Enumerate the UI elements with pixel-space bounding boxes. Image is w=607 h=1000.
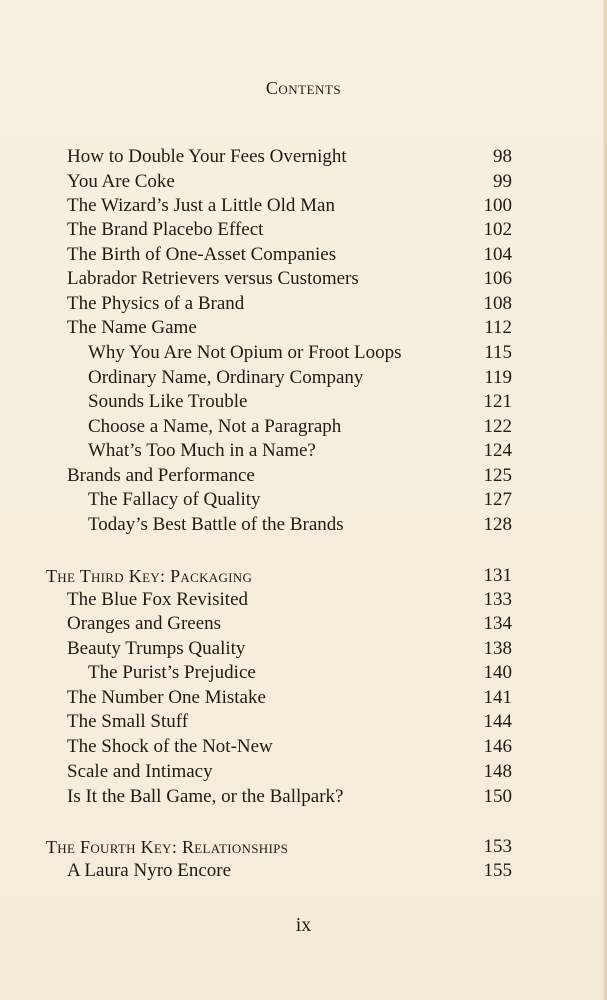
- toc-subentry: [0, 488, 607, 512]
- toc-entry: [0, 243, 607, 267]
- toc-entry-title: Ordinary Name, Ordinary Company: [88, 367, 364, 388]
- toc-entry: [0, 464, 607, 488]
- toc-entry: [0, 218, 607, 242]
- toc-entry: [0, 637, 607, 661]
- section-page: 131: [483, 565, 512, 586]
- toc-entry-title: Choose a Name, Not a Paragraph: [88, 416, 342, 437]
- toc-entry-page: 100: [483, 195, 512, 216]
- toc-entry: [0, 612, 607, 636]
- toc-entry-title: A Laura Nyro Encore: [67, 860, 232, 881]
- toc-entry-page: 148: [483, 761, 512, 782]
- toc-entry-title: Today’s Best Battle of the Brands: [88, 514, 344, 535]
- toc-entry-page: 112: [484, 317, 512, 338]
- toc-entry-title: The Wizard’s Just a Little Old Man: [67, 195, 335, 216]
- toc-entry: [0, 170, 607, 194]
- toc-entry: [0, 710, 607, 734]
- toc-entry-title: The Birth of One-Asset Companies: [67, 244, 337, 265]
- toc-entry-title: Why You Are Not Opium or Froot Loops: [88, 342, 402, 363]
- toc-subentry: [0, 439, 607, 463]
- toc-entry-title: The Shock of the Not-New: [67, 736, 273, 757]
- toc-entry-page: 108: [483, 293, 512, 314]
- toc-entry-title: What’s Too Much in a Name?: [88, 440, 316, 461]
- toc-entry-title: The Blue Fox Revisited: [67, 589, 249, 610]
- toc-subentry: [0, 390, 607, 414]
- toc-subentry: [0, 415, 607, 439]
- toc-subentry: [0, 366, 607, 390]
- toc-entry-title: How to Double Your Fees Overnight: [67, 146, 347, 167]
- toc-subentry: [0, 341, 607, 365]
- toc-entry: [0, 686, 607, 710]
- toc-entry-title: The Brand Placebo Effect: [67, 219, 264, 240]
- toc-entry-title: Oranges and Greens: [67, 613, 222, 634]
- section-heading-fourth-key: [0, 835, 607, 859]
- toc-entry-title: You Are Coke: [67, 171, 175, 192]
- toc-entry: [0, 194, 607, 218]
- toc-entry-title: Beauty Trumps Quality: [67, 638, 246, 659]
- toc-entry-page: 133: [483, 589, 512, 610]
- section-page: 153: [483, 836, 512, 857]
- toc-entry-title: The Fallacy of Quality: [88, 489, 261, 510]
- toc-entry: [0, 588, 607, 612]
- toc-entry-page: 119: [484, 367, 512, 388]
- section-heading-third-key: [0, 564, 607, 588]
- toc-entry-page: 134: [483, 613, 512, 634]
- toc-entry-page: 150: [483, 786, 512, 807]
- toc-subentry: [0, 513, 607, 537]
- toc-entry-page: 155: [483, 860, 512, 881]
- toc-entry: [0, 267, 607, 291]
- toc-entry-page: 138: [483, 638, 512, 659]
- toc-entry-page: 102: [483, 219, 512, 240]
- toc-entry-page: 140: [483, 662, 512, 683]
- toc-entry-title: The Purist’s Prejudice: [88, 662, 256, 683]
- section-title: The Third Key: Packaging: [46, 566, 253, 586]
- toc-entry-title: Scale and Intimacy: [67, 761, 213, 782]
- toc-entry-page: 146: [483, 736, 512, 757]
- toc-entry-page: 128: [483, 514, 512, 535]
- toc-entry-page: 106: [483, 268, 512, 289]
- toc-entry-page: 124: [483, 440, 512, 461]
- toc-entry: [0, 785, 607, 809]
- toc-entry: [0, 760, 607, 784]
- toc-entry: [0, 145, 607, 169]
- toc-entry: [0, 316, 607, 340]
- toc-entry-title: The Small Stuff: [67, 711, 189, 732]
- toc-entry: [0, 735, 607, 759]
- toc-entry-title: The Number One Mistake: [67, 687, 266, 708]
- toc-entry: [0, 859, 607, 883]
- toc-entry-page: 98: [493, 146, 512, 167]
- toc-entry-page: 125: [483, 465, 512, 486]
- page-number: ix: [295, 914, 312, 936]
- toc-entry-title: The Name Game: [67, 317, 197, 338]
- toc-entry-page: 144: [483, 711, 512, 732]
- toc-entry-title: Brands and Performance: [67, 465, 255, 486]
- section-title: The Fourth Key: Relationships: [46, 837, 289, 857]
- toc-entry-page: 115: [484, 342, 512, 363]
- toc-entry-title: Is It the Ball Game, or the Ballpark?: [67, 786, 344, 807]
- toc-entry-page: 141: [483, 687, 512, 708]
- toc-entry-page: 122: [483, 416, 512, 437]
- toc-entry-page: 121: [483, 391, 512, 412]
- toc-entry-page: 99: [493, 171, 512, 192]
- toc-entry-title: Labrador Retrievers versus Customers: [67, 268, 359, 289]
- running-head: Contents: [265, 78, 342, 98]
- toc-subentry: [0, 661, 607, 685]
- toc-entry-title: The Physics of a Brand: [67, 293, 245, 314]
- toc-entry: [0, 292, 607, 316]
- toc-entry-title: Sounds Like Trouble: [88, 391, 248, 412]
- toc-entry-page: 104: [483, 244, 512, 265]
- toc-entry-page: 127: [483, 489, 512, 510]
